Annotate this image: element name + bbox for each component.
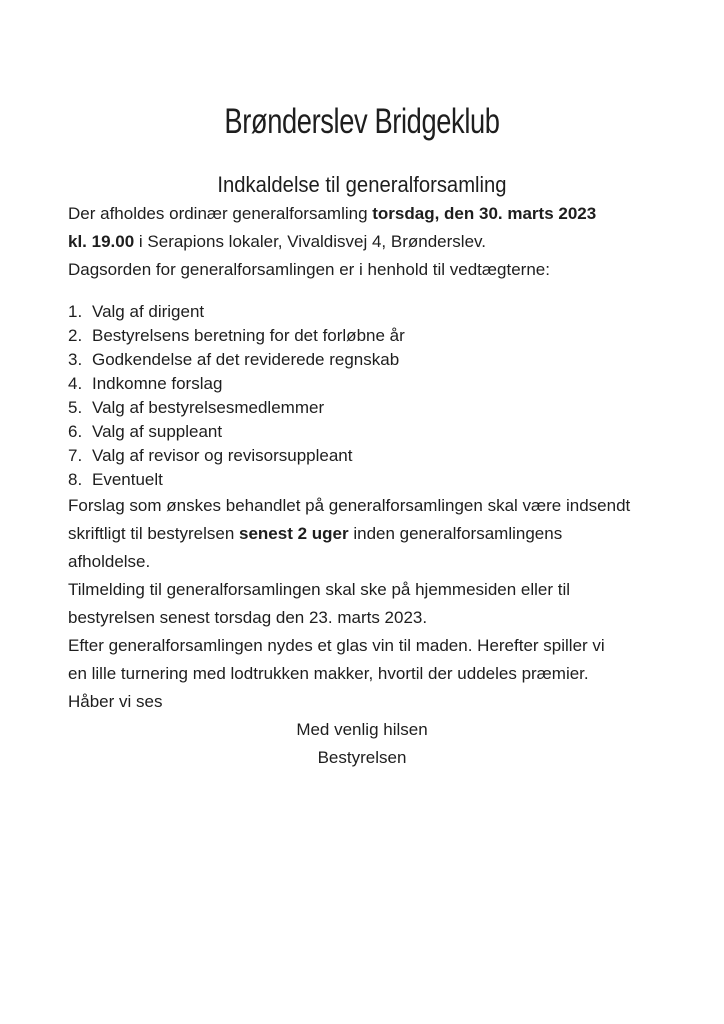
agenda-item-number: 3. — [68, 350, 83, 369]
signature: Bestyrelsen — [317, 748, 407, 767]
agenda-heading: Dagsorden for generalforsamlingen er i henhold til vedtægterne: — [68, 260, 550, 279]
meeting-time-bold: kl. 19.00 — [68, 232, 135, 251]
proposals-line1: Forslag som ønskes behandlet på generalforsamlingen skal være indsendt — [68, 496, 631, 515]
deadline-bold: senest 2 uger — [239, 524, 349, 543]
agenda-item-number: 2. — [68, 326, 83, 345]
agenda-item-number: 6. — [68, 422, 83, 441]
intro-paragraph — [68, 200, 656, 256]
after-meeting-line1: Efter generalforsamlingen nydes et glas vin til maden. Herefter spiller vi — [68, 636, 605, 655]
meeting-location-text: i Serapions lokaler, Vivaldisvej 4, Brønderslev. — [134, 232, 486, 251]
agenda-item-number: 5. — [68, 398, 83, 417]
meeting-date-bold: torsdag, den 30. marts 2023 — [372, 204, 597, 223]
proposals-line2-regular: skriftligt til bestyrelsen — [68, 524, 239, 543]
after-meeting-line2: en lille turnering med lodtrukken makker, hvortil der uddeles præmier. — [68, 664, 589, 683]
document-content — [0, 101, 724, 772]
agenda-item-text: Bestyrelsens beretning for det forløbne år — [92, 326, 405, 345]
intro-text-regular: Der afholdes ordinær generalforsamling — [68, 204, 373, 223]
agenda-item-text: Godkendelse af det reviderede regnskab — [92, 350, 400, 369]
agenda-list — [68, 300, 656, 492]
hope-line: Håber vi ses — [68, 692, 163, 711]
after-meeting-paragraph — [68, 632, 656, 688]
proposals-line3: afholdelse. — [68, 552, 151, 571]
agenda-item-text: Valg af bestyrelsesmedlemmer — [92, 398, 325, 417]
agenda-item-text: Valg af revisor og revisorsuppleant — [92, 446, 353, 465]
registration-line2: bestyrelsen senest torsdag den 23. marts 2023. — [68, 608, 428, 627]
proposals-paragraph — [68, 492, 656, 576]
proposals-line2-tail: inden generalforsamlingens — [348, 524, 563, 543]
agenda-item-number: 4. — [68, 374, 83, 393]
agenda-item-text: Valg af dirigent — [92, 302, 205, 321]
agenda-item — [68, 420, 656, 444]
agenda-item-number: 7. — [68, 446, 83, 465]
agenda-item — [68, 372, 656, 396]
agenda-item — [68, 396, 656, 420]
agenda-item — [68, 468, 656, 492]
agenda-item — [68, 324, 656, 348]
agenda-item — [68, 300, 656, 324]
registration-line1: Tilmelding til generalforsamlingen skal ske på hjemmesiden eller til — [68, 580, 571, 599]
registration-paragraph — [68, 576, 656, 632]
agenda-item — [68, 348, 656, 372]
agenda-item-text: Indkomne forslag — [92, 374, 223, 393]
agenda-item-text: Eventuelt — [92, 470, 163, 489]
document-subtitle: Indkaldelse til generalforsamling — [217, 172, 507, 197]
agenda-item-text: Valg af suppleant — [92, 422, 223, 441]
agenda-item — [68, 444, 656, 468]
agenda-item-number: 1. — [68, 302, 83, 321]
document-title: Brønderslev Bridgeklub — [224, 102, 500, 141]
salutation: Med venlig hilsen — [296, 720, 428, 739]
agenda-item-number: 8. — [68, 470, 83, 489]
